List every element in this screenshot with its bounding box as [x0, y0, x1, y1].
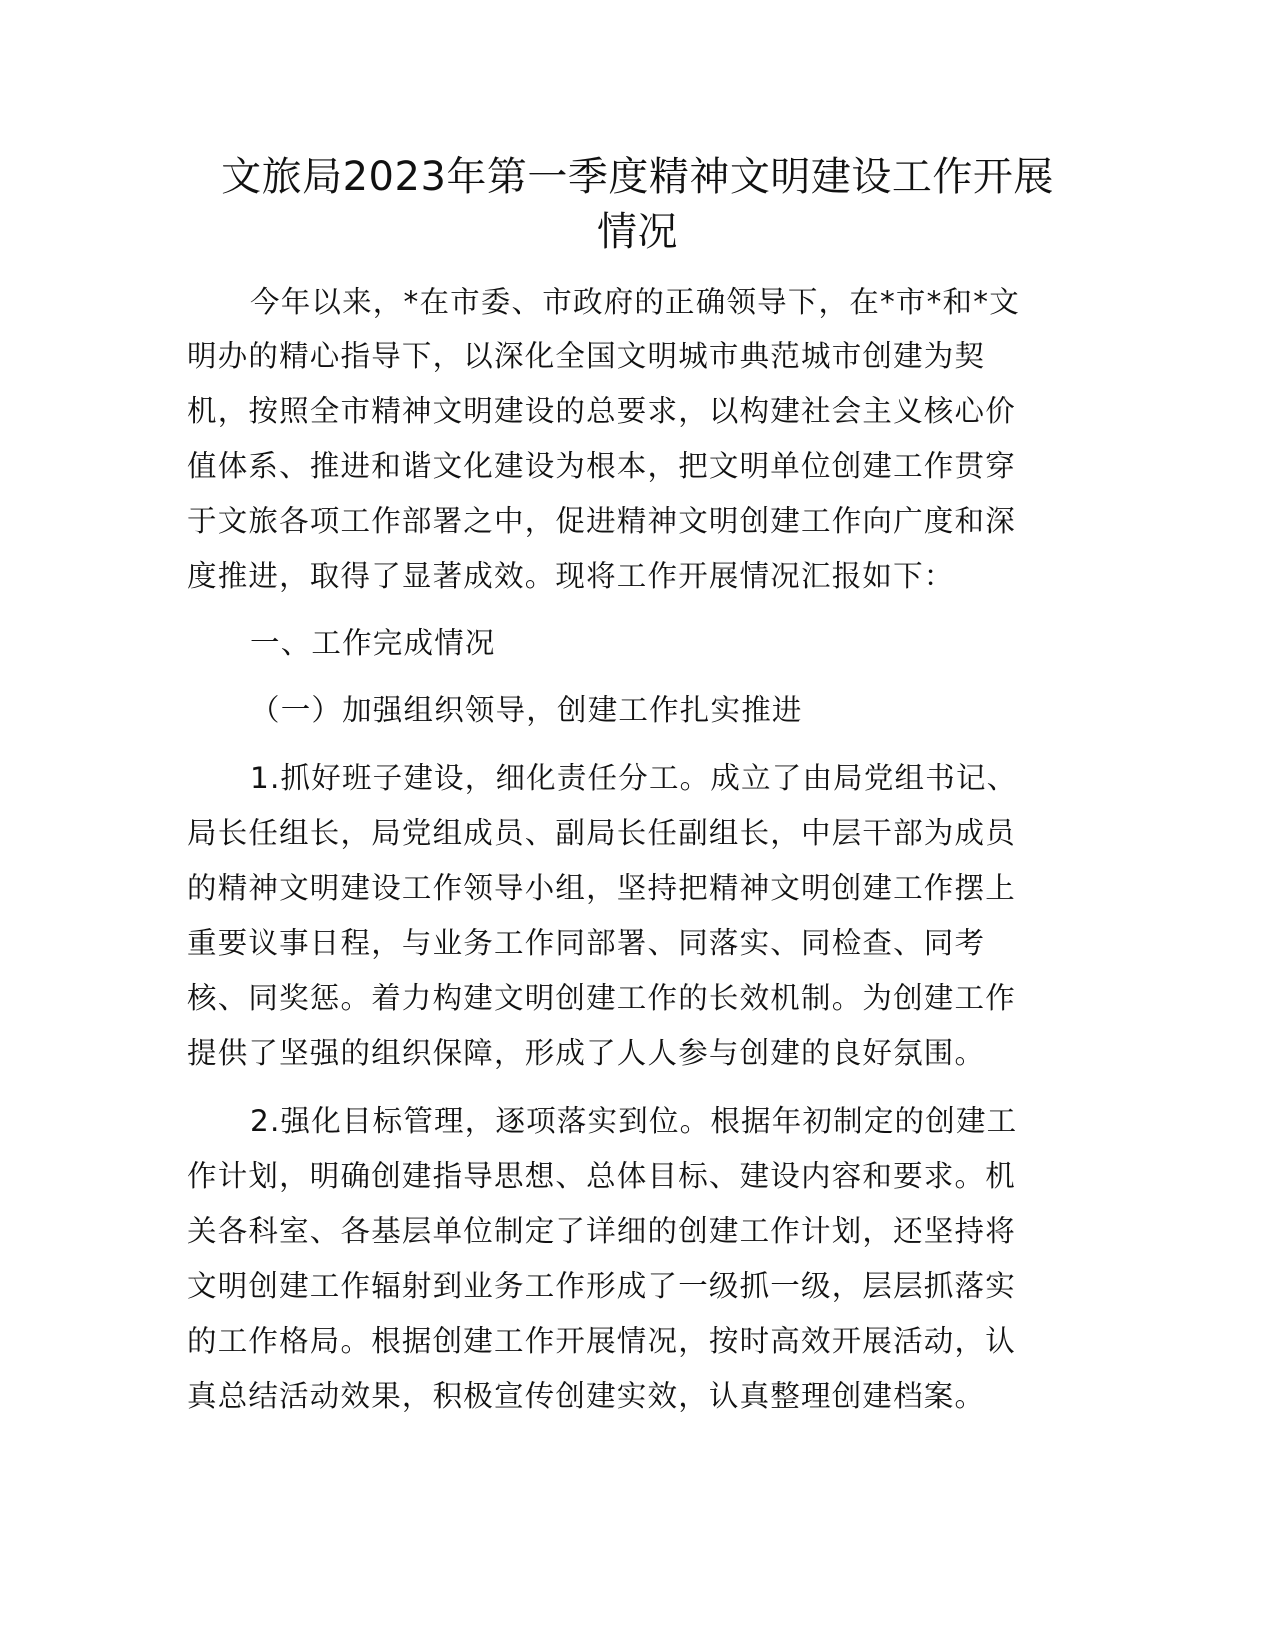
- paragraph-line: 明办的精心指导下，以深化全国文明城市典范城市创建为契: [187, 339, 986, 373]
- document-title: [150, 150, 1125, 260]
- paragraph-line: 重要议事日程，与业务工作同部署、同落实、同检查、同考: [187, 926, 986, 960]
- paragraph-line: 的精神文明建设工作领导小组，坚持把精神文明创建工作摆上: [187, 871, 1016, 905]
- title-line-2: 情况: [597, 209, 678, 255]
- paragraph-line: 作计划，明确创建指导思想、总体目标、建设内容和要求。机: [187, 1159, 1016, 1193]
- paragraph-line: 值体系、推进和谐文化建设为根本，把文明单位创建工作贯穿: [187, 449, 1016, 483]
- paragraph-line: 关各科室、各基层单位制定了详细的创建工作计划，还坚持将: [187, 1214, 1016, 1248]
- section-heading: 一、工作完成情况: [250, 626, 496, 660]
- paragraph-line: 于文旅各项工作部署之中，促进精神文明创建工作向广度和深: [187, 504, 1016, 538]
- paragraph-line: 今年以来，*在市委、市政府的正确领导下，在*市*和*文: [250, 285, 1020, 319]
- paragraph-line: 2.强化目标管理，逐项落实到位。根据年初制定的创建工: [250, 1104, 1018, 1138]
- paragraph-line: 核、同奖惩。着力构建文明创建工作的长效机制。为创建工作: [187, 981, 1016, 1015]
- paragraph-line: 局长任组长，局党组成员、副局长任副组长，中层干部为成员: [187, 816, 1016, 850]
- title-line-1: 文旅局2023年第一季度精神文明建设工作开展: [221, 154, 1054, 200]
- paragraph-line: 的工作格局。根据创建工作开展情况，按时高效开展活动，认: [187, 1324, 1016, 1358]
- paragraph-line: 机，按照全市精神文明建设的总要求，以构建社会主义核心价: [187, 394, 1016, 428]
- paragraph-line: 文明创建工作辐射到业务工作形成了一级抓一级，层层抓落实: [187, 1269, 1016, 1303]
- subsection-heading: （一）加强组织领导，创建工作扎实推进: [250, 693, 803, 727]
- paragraph-line: 1.抓好班子建设，细化责任分工。成立了由局党组书记、: [250, 761, 1018, 795]
- paragraph-line: 提供了坚强的组织保障，形成了人人参与创建的良好氛围。: [187, 1036, 986, 1070]
- paragraph-line: 度推进，取得了显著成效。现将工作开展情况汇报如下：: [187, 559, 955, 593]
- paragraph-line: 真总结活动效果，积极宣传创建实效，认真整理创建档案。: [187, 1379, 986, 1413]
